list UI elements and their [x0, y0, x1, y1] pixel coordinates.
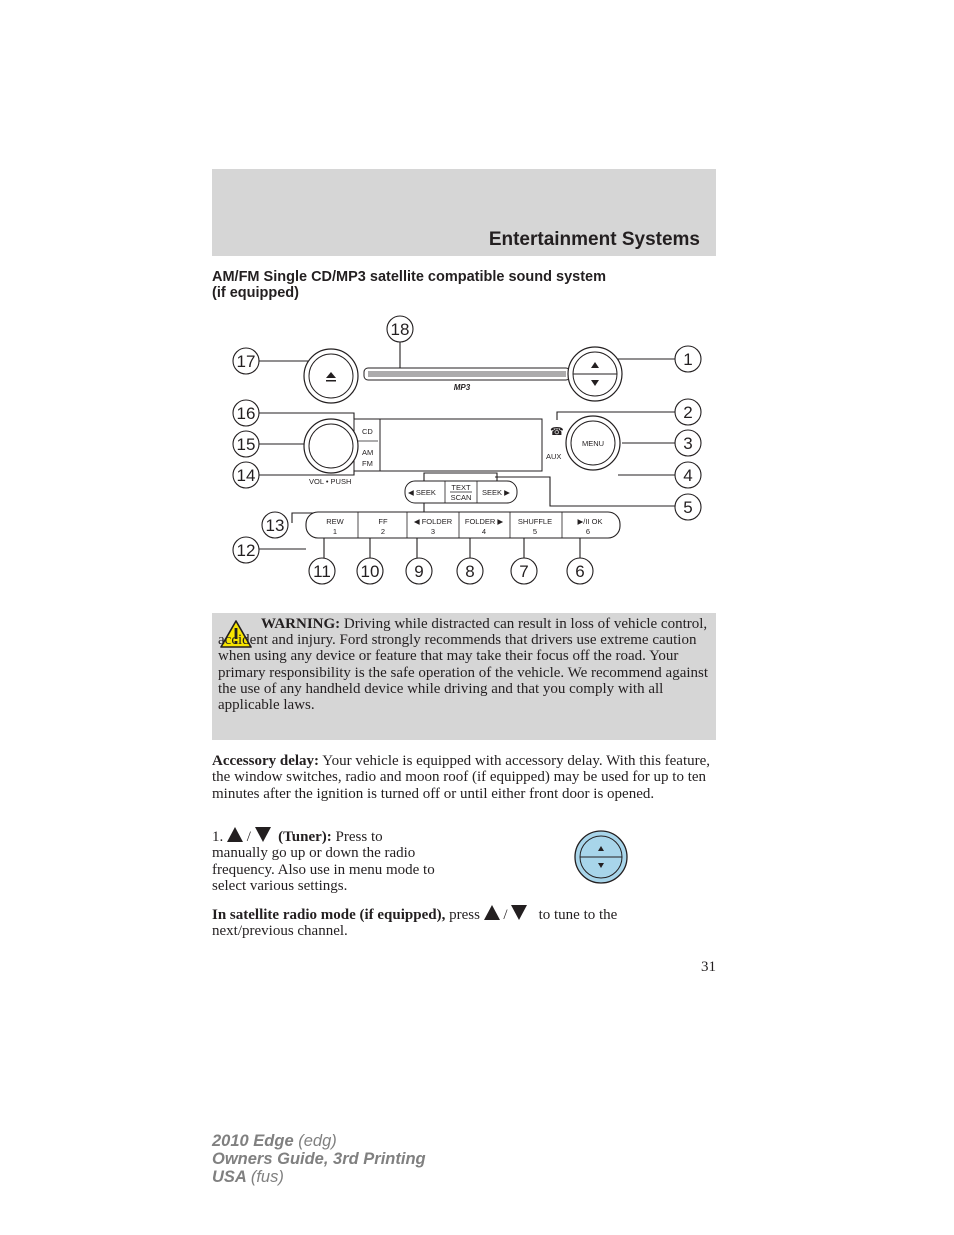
callout-6: 6: [575, 562, 585, 581]
satellite-label: In satellite radio mode (if equipped),: [212, 907, 446, 923]
callout-9: 9: [414, 562, 424, 581]
tuner-text-line1: Press to: [335, 829, 383, 845]
section-title-line2: (if equipped): [212, 285, 299, 301]
callout-2: 2: [683, 403, 693, 422]
satellite-press: press: [449, 907, 480, 923]
radio-faceplate-diagram: [212, 310, 716, 600]
tuner-label: (Tuner):: [278, 829, 332, 845]
tuner-knob-icon: [573, 829, 629, 885]
callout-10: 10: [360, 562, 380, 581]
cd-label: CD: [362, 427, 373, 436]
callout-3: 3: [683, 434, 693, 453]
tune-down-icon: [255, 827, 271, 842]
phone-icon: ☎: [550, 426, 564, 438]
tuner-text-rest: manually go up or down the radio frequency. Also use in menu mode to select various settings.: [212, 845, 435, 894]
tuner-paragraph: [212, 827, 462, 894]
warning-text: [218, 616, 710, 713]
callout-14: 14: [236, 466, 256, 485]
callout-1: 1: [683, 350, 693, 369]
footer-market: USA: [212, 1168, 247, 1186]
callout-11: 11: [313, 562, 331, 581]
mp3-logo: MP3: [453, 383, 471, 392]
preset-6-label: ▶/II OK: [577, 517, 603, 526]
footer-model: 2010 Edge: [212, 1132, 294, 1150]
menu-label: MENU: [581, 439, 605, 448]
footer-model-code: (edg): [298, 1132, 337, 1150]
callout-16: 16: [236, 404, 256, 423]
text-label: TEXT: [451, 483, 471, 492]
satellite-slash: /: [503, 907, 508, 923]
preset-1-label: REW: [326, 517, 344, 526]
preset-6-num: 6: [585, 527, 591, 536]
page-number: 31: [701, 959, 716, 975]
tune-down-icon: [511, 905, 527, 920]
preset-4-label: FOLDER ▶: [464, 517, 504, 526]
accessory-delay-paragraph: [212, 753, 718, 802]
seek-left-label: ◀ SEEK: [408, 488, 436, 497]
preset-4-num: 4: [481, 527, 487, 536]
preset-2-num: 2: [380, 527, 386, 536]
section-title: [212, 269, 692, 301]
warning-box: [212, 613, 716, 740]
warning-body: Driving while distracted can result in loss of vehicle control, accident and injury. Ford strongly recommends that drivers use extreme caution when using any device or feature that may take their focus off the road. Your primary responsibility is the safe operation of the vehicle. We recommend against the use of any handheld device while driving and that you comply with all applicable laws.: [218, 616, 709, 714]
preset-2-label: FF: [378, 517, 388, 526]
preset-1-num: 1: [332, 527, 338, 536]
preset-3-num: 3: [430, 527, 436, 536]
preset-3-label: ◀ FOLDER: [413, 517, 453, 526]
callout-12: 12: [236, 541, 256, 560]
tune-up-icon: [227, 827, 243, 842]
callout-4: 4: [683, 466, 693, 485]
satellite-paragraph: [212, 905, 718, 940]
am-label: AM: [362, 448, 374, 457]
accessory-delay-label: Accessory delay:: [212, 753, 320, 769]
preset-5-label: SHUFFLE: [517, 517, 553, 526]
footer-guide: Owners Guide, 3rd Printing: [212, 1150, 426, 1168]
footer: [212, 1132, 426, 1186]
satellite-text-tail: to tune to the: [538, 907, 618, 923]
callout-8: 8: [465, 562, 475, 581]
tuner-number: 1.: [212, 829, 224, 845]
footer-market-code: (fus): [250, 1168, 284, 1186]
callout-18: 18: [390, 320, 410, 339]
accessory-delay-text: Your vehicle is equipped with accessory delay. With this feature, the window switches, radio and moon roof (if equipped) may be used for up to ten minutes after the ignition is turned off or until either front door is opened.: [212, 753, 711, 802]
fm-label: FM: [362, 459, 373, 468]
aux-label: AUX: [546, 452, 562, 461]
scan-label: SCAN: [450, 493, 472, 502]
satellite-text-line2: next/previous channel.: [212, 923, 348, 940]
seek-right-label: SEEK ▶: [482, 488, 510, 497]
callout-15: 15: [236, 435, 256, 454]
chapter-title: Entertainment Systems: [488, 229, 700, 250]
tuner-slash: /: [246, 829, 251, 845]
callout-17: 17: [236, 352, 256, 371]
section-title-line1: AM/FM Single CD/MP3 satellite compatible sound system: [212, 269, 606, 285]
callout-5: 5: [683, 498, 693, 517]
tune-up-icon: [484, 905, 500, 920]
vol-push-label: VOL • PUSH: [309, 477, 352, 486]
callout-13: 13: [265, 516, 285, 535]
header-band: [212, 169, 716, 256]
warning-label: WARNING:: [261, 616, 341, 632]
callout-7: 7: [519, 562, 529, 581]
preset-5-num: 5: [532, 527, 538, 536]
